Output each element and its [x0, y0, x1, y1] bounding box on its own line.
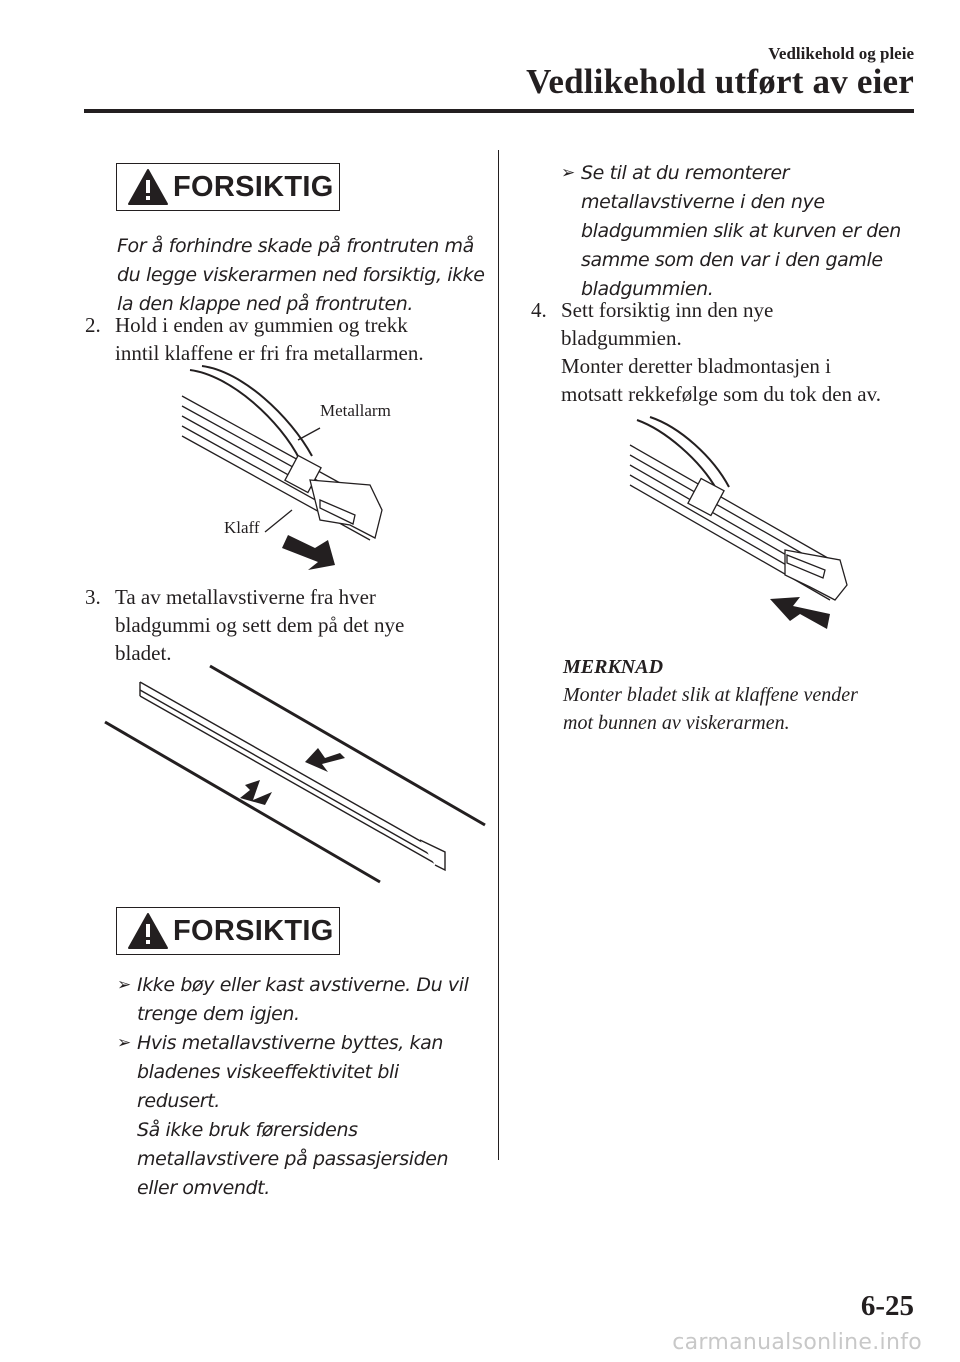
- label-metallarm: Metallarm: [320, 401, 391, 420]
- step-3: 3. Ta av metallavstiverne fra hver bladgummi og sett dem på det nye bladet.: [85, 585, 405, 665]
- list-item: ➢ Hvis metallavstiverne byttes, kan bladenes viskeeffektivitet bli redusert. Så ikke bruk førersidens metallavstivere på passasjersiden eller omvendt.: [117, 1032, 449, 1199]
- section-header: Vedlikehold og pleie: [768, 44, 914, 63]
- note: MERKNAD Monter bladet slik at klaffene vender mot bunnen av viskerarmen.: [563, 656, 858, 734]
- column-divider: [498, 150, 499, 1160]
- page-title: Vedlikehold utført av eier: [526, 62, 914, 101]
- header-rule: [84, 109, 914, 113]
- arrow-icon: [305, 748, 345, 772]
- step-4: 4. Sett forsiktig inn den nye bladgummien. Monter deretter bladmontasjen i motsatt rekkefølge som du tok den av.: [531, 298, 881, 406]
- pull-arrow-icon: [282, 535, 335, 570]
- figure-stiffeners: [100, 660, 490, 890]
- caution-box-2: [116, 907, 340, 955]
- arrow-icon: [240, 780, 272, 805]
- caution-label: FORSIKTIG: [173, 914, 334, 947]
- list-item: ➢ Ikke bøy eller kast avstiverne. Du vil trenge dem igjen.: [117, 974, 469, 1025]
- caution-text-1: For å forhindre skade på frontruten må du legge viskerarmen ned forsiktig, ikke la den klappe ned på frontruten.: [117, 235, 485, 315]
- label-klaff: Klaff: [224, 518, 260, 537]
- caution-text-2: [117, 971, 487, 1203]
- right-bullet: ➢ Se til at du remonterer metallavstiverne i den nye bladgummien slik at kurven er den samme som den var i den gamle bladgummien.: [561, 162, 901, 300]
- warning-icon: [127, 167, 169, 207]
- figure-install-rubber: [625, 415, 855, 635]
- push-arrow-icon: [770, 597, 830, 629]
- page-number: 6-25: [860, 1290, 914, 1322]
- watermark: carmanualsonline.info: [672, 1330, 922, 1355]
- warning-icon: [127, 911, 169, 951]
- step-2: 2. Hold i enden av gummien og trekk inntil klaffene er fri fra metallarmen.: [85, 313, 424, 365]
- figure-remove-rubber: [170, 360, 410, 580]
- caution-box-1: [116, 163, 340, 211]
- caution-label: FORSIKTIG: [173, 170, 334, 203]
